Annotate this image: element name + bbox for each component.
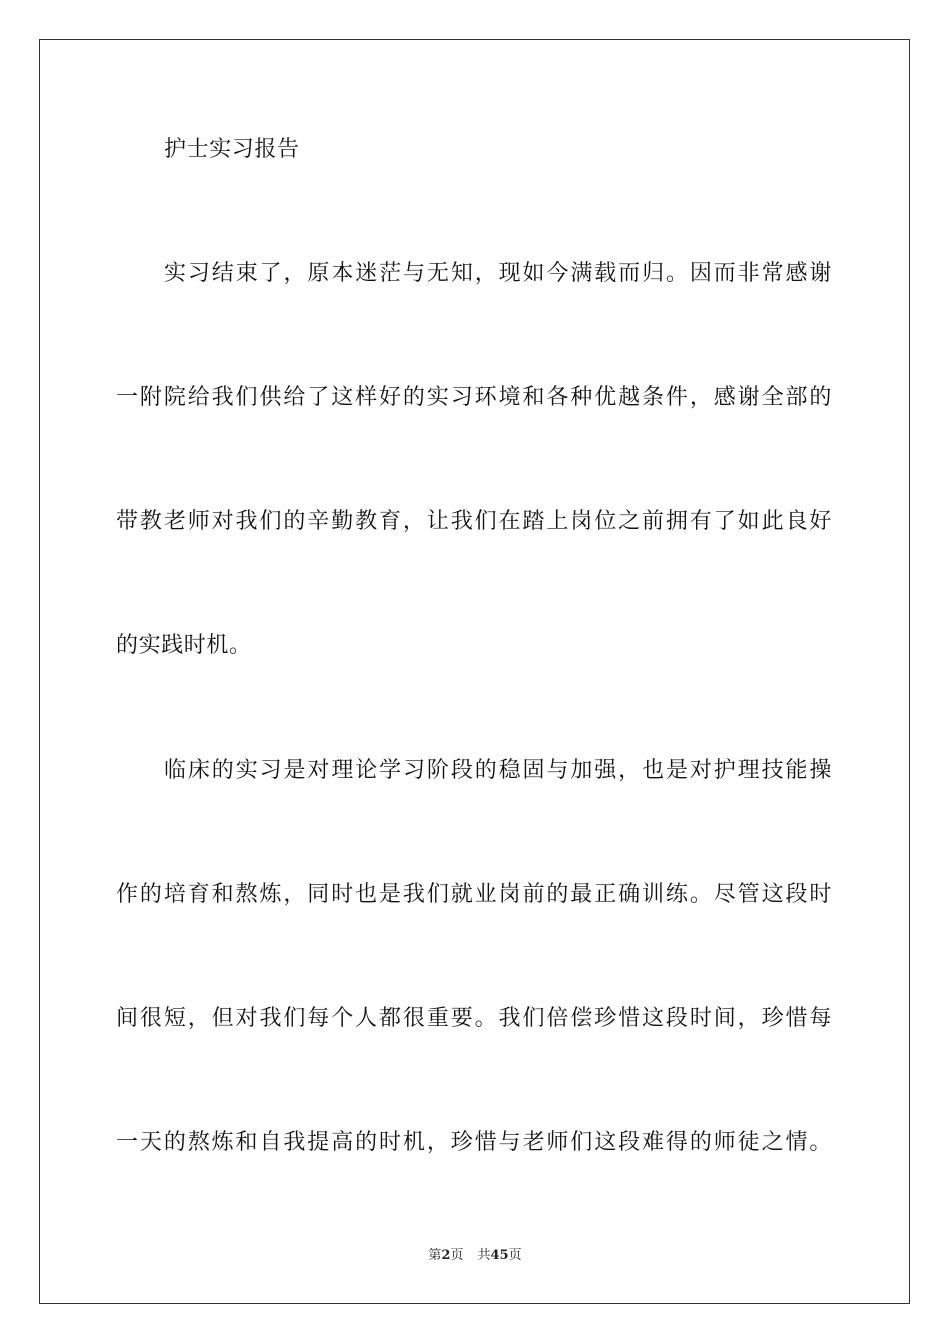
page-border	[39, 39, 910, 1304]
paragraph-2-line-4: 一天的熬炼和自我提高的时机，珍惜与老师们这段难得的师徒之情。	[116, 1130, 832, 1155]
paragraph-1-line-2: 一附院给我们供给了这样好的实习环境和各种优越条件，感谢全部的	[116, 385, 832, 410]
page-prefix: 第	[428, 1248, 442, 1263]
paragraph-2-line-3: 间很短，但对我们每个人都很重要。我们倍偿珍惜这段时间，珍惜每	[116, 1006, 832, 1031]
total-pages: 45	[490, 1248, 509, 1263]
paragraph-1-line-3: 带教老师对我们的辛勤教育，让我们在踏上岗位之前拥有了如此良好	[116, 509, 832, 534]
page-footer	[0, 1247, 950, 1265]
total-prefix: 共	[477, 1248, 491, 1263]
paragraph-1-line-4: 的实践时机。	[116, 633, 252, 658]
paragraph-2-line-2: 作的培育和熬炼，同时也是我们就业岗前的最正确训练。尽管这段时	[116, 882, 832, 907]
page-number: 2	[441, 1248, 451, 1263]
page-suffix: 页	[450, 1248, 464, 1263]
total-suffix: 页	[508, 1248, 522, 1263]
document-title: 护士实习报告	[164, 137, 300, 162]
paragraph-1-line-1: 实习结束了，原本迷茫与无知，现如今满载而归。因而非常感谢	[164, 261, 832, 286]
paragraph-2-line-1: 临床的实习是对理论学习阶段的稳固与加强，也是对护理技能操	[164, 758, 832, 783]
